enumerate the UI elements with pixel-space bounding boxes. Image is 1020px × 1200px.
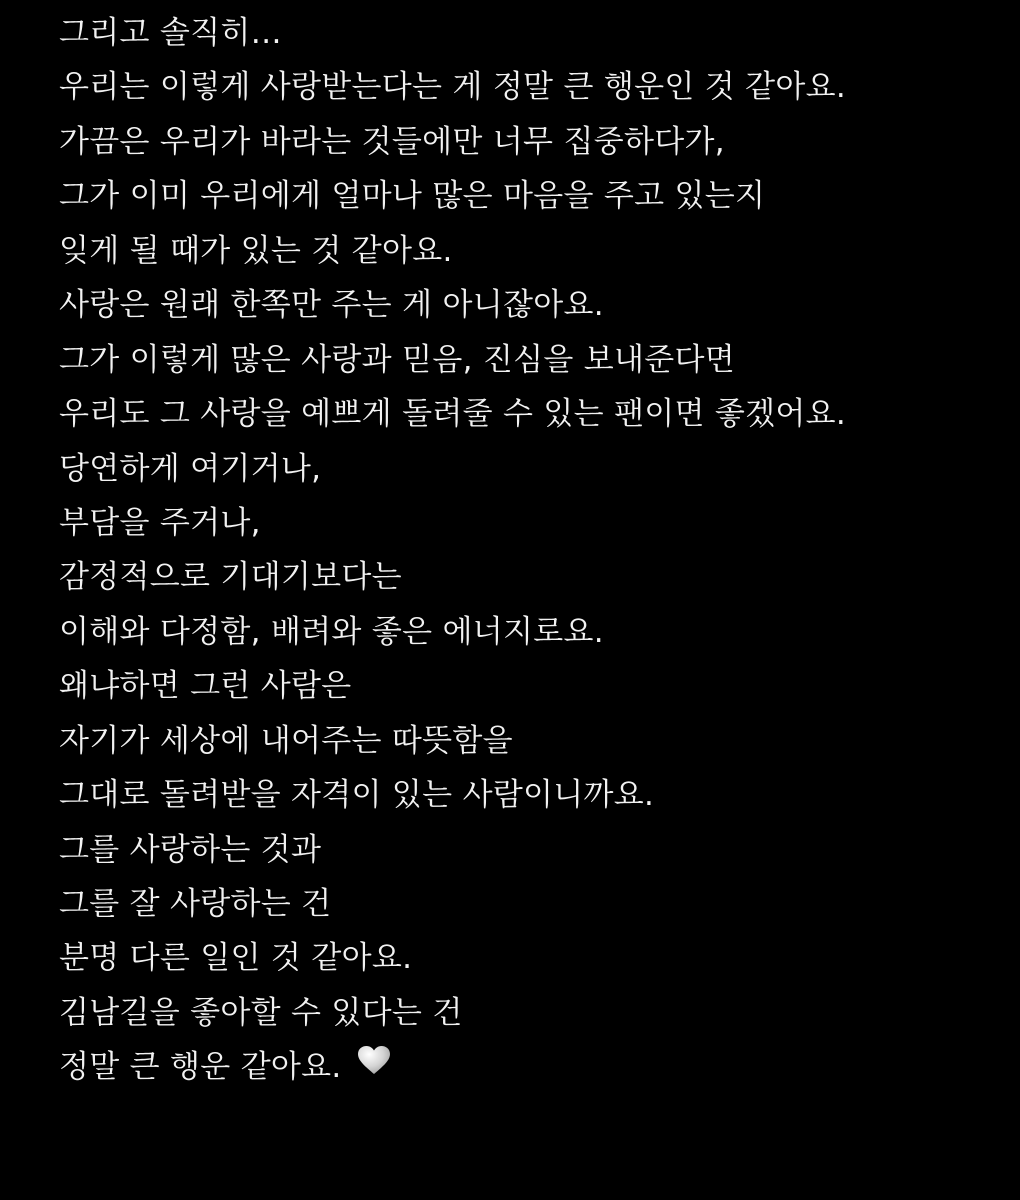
note-line: 김남길을 좋아할 수 있다는 건 — [59, 994, 463, 1031]
note-line: 당연하게 여기거나, — [59, 450, 322, 487]
note-last-line — [59, 1040, 1000, 1094]
note-line: 그대로 돌려받을 자격이 있는 사람이니까요. — [59, 777, 655, 814]
note-line: 사랑은 원래 한쪽만 주는 게 아니잖아요. — [59, 287, 604, 324]
note-line: 그가 이미 우리에게 얼마나 많은 마음을 주고 있는지 — [59, 178, 766, 215]
note-line: 우리는 이렇게 사랑받는다는 게 정말 큰 행운인 것 같아요. — [59, 69, 847, 106]
note-line: 감정적으로 기대기보다는 — [59, 559, 402, 596]
note-line: 부담을 주거나, — [59, 504, 261, 541]
note-line: 가끔은 우리가 바라는 것들에만 너무 집중하다가, — [59, 123, 725, 160]
note-line: 이해와 다정함, 배려와 좋은 에너지로요. — [59, 613, 604, 650]
note-line-text: 정말 큰 행운 같아요. — [59, 1049, 342, 1086]
white-heart-icon — [356, 1039, 392, 1093]
note-text-block — [59, 6, 1000, 1095]
note-line: 그가 이렇게 많은 사랑과 믿음, 진심을 보내준다면 — [59, 341, 735, 378]
note-line: 자기가 세상에 내어주는 따뜻함을 — [59, 722, 513, 759]
note-line: 우리도 그 사랑을 예쁘게 돌려줄 수 있는 팬이면 좋겠어요. — [59, 396, 847, 433]
note-line: 분명 다른 일인 것 같아요. — [59, 940, 413, 977]
note-line: 잊게 될 때가 있는 것 같아요. — [59, 232, 453, 269]
note-line: 왜냐하면 그런 사람은 — [59, 668, 352, 705]
note-line: 그리고 솔직히… — [59, 15, 282, 51]
note-line: 그를 잘 사랑하는 건 — [59, 886, 332, 922]
note-line: 그를 사랑하는 것과 — [59, 831, 322, 868]
